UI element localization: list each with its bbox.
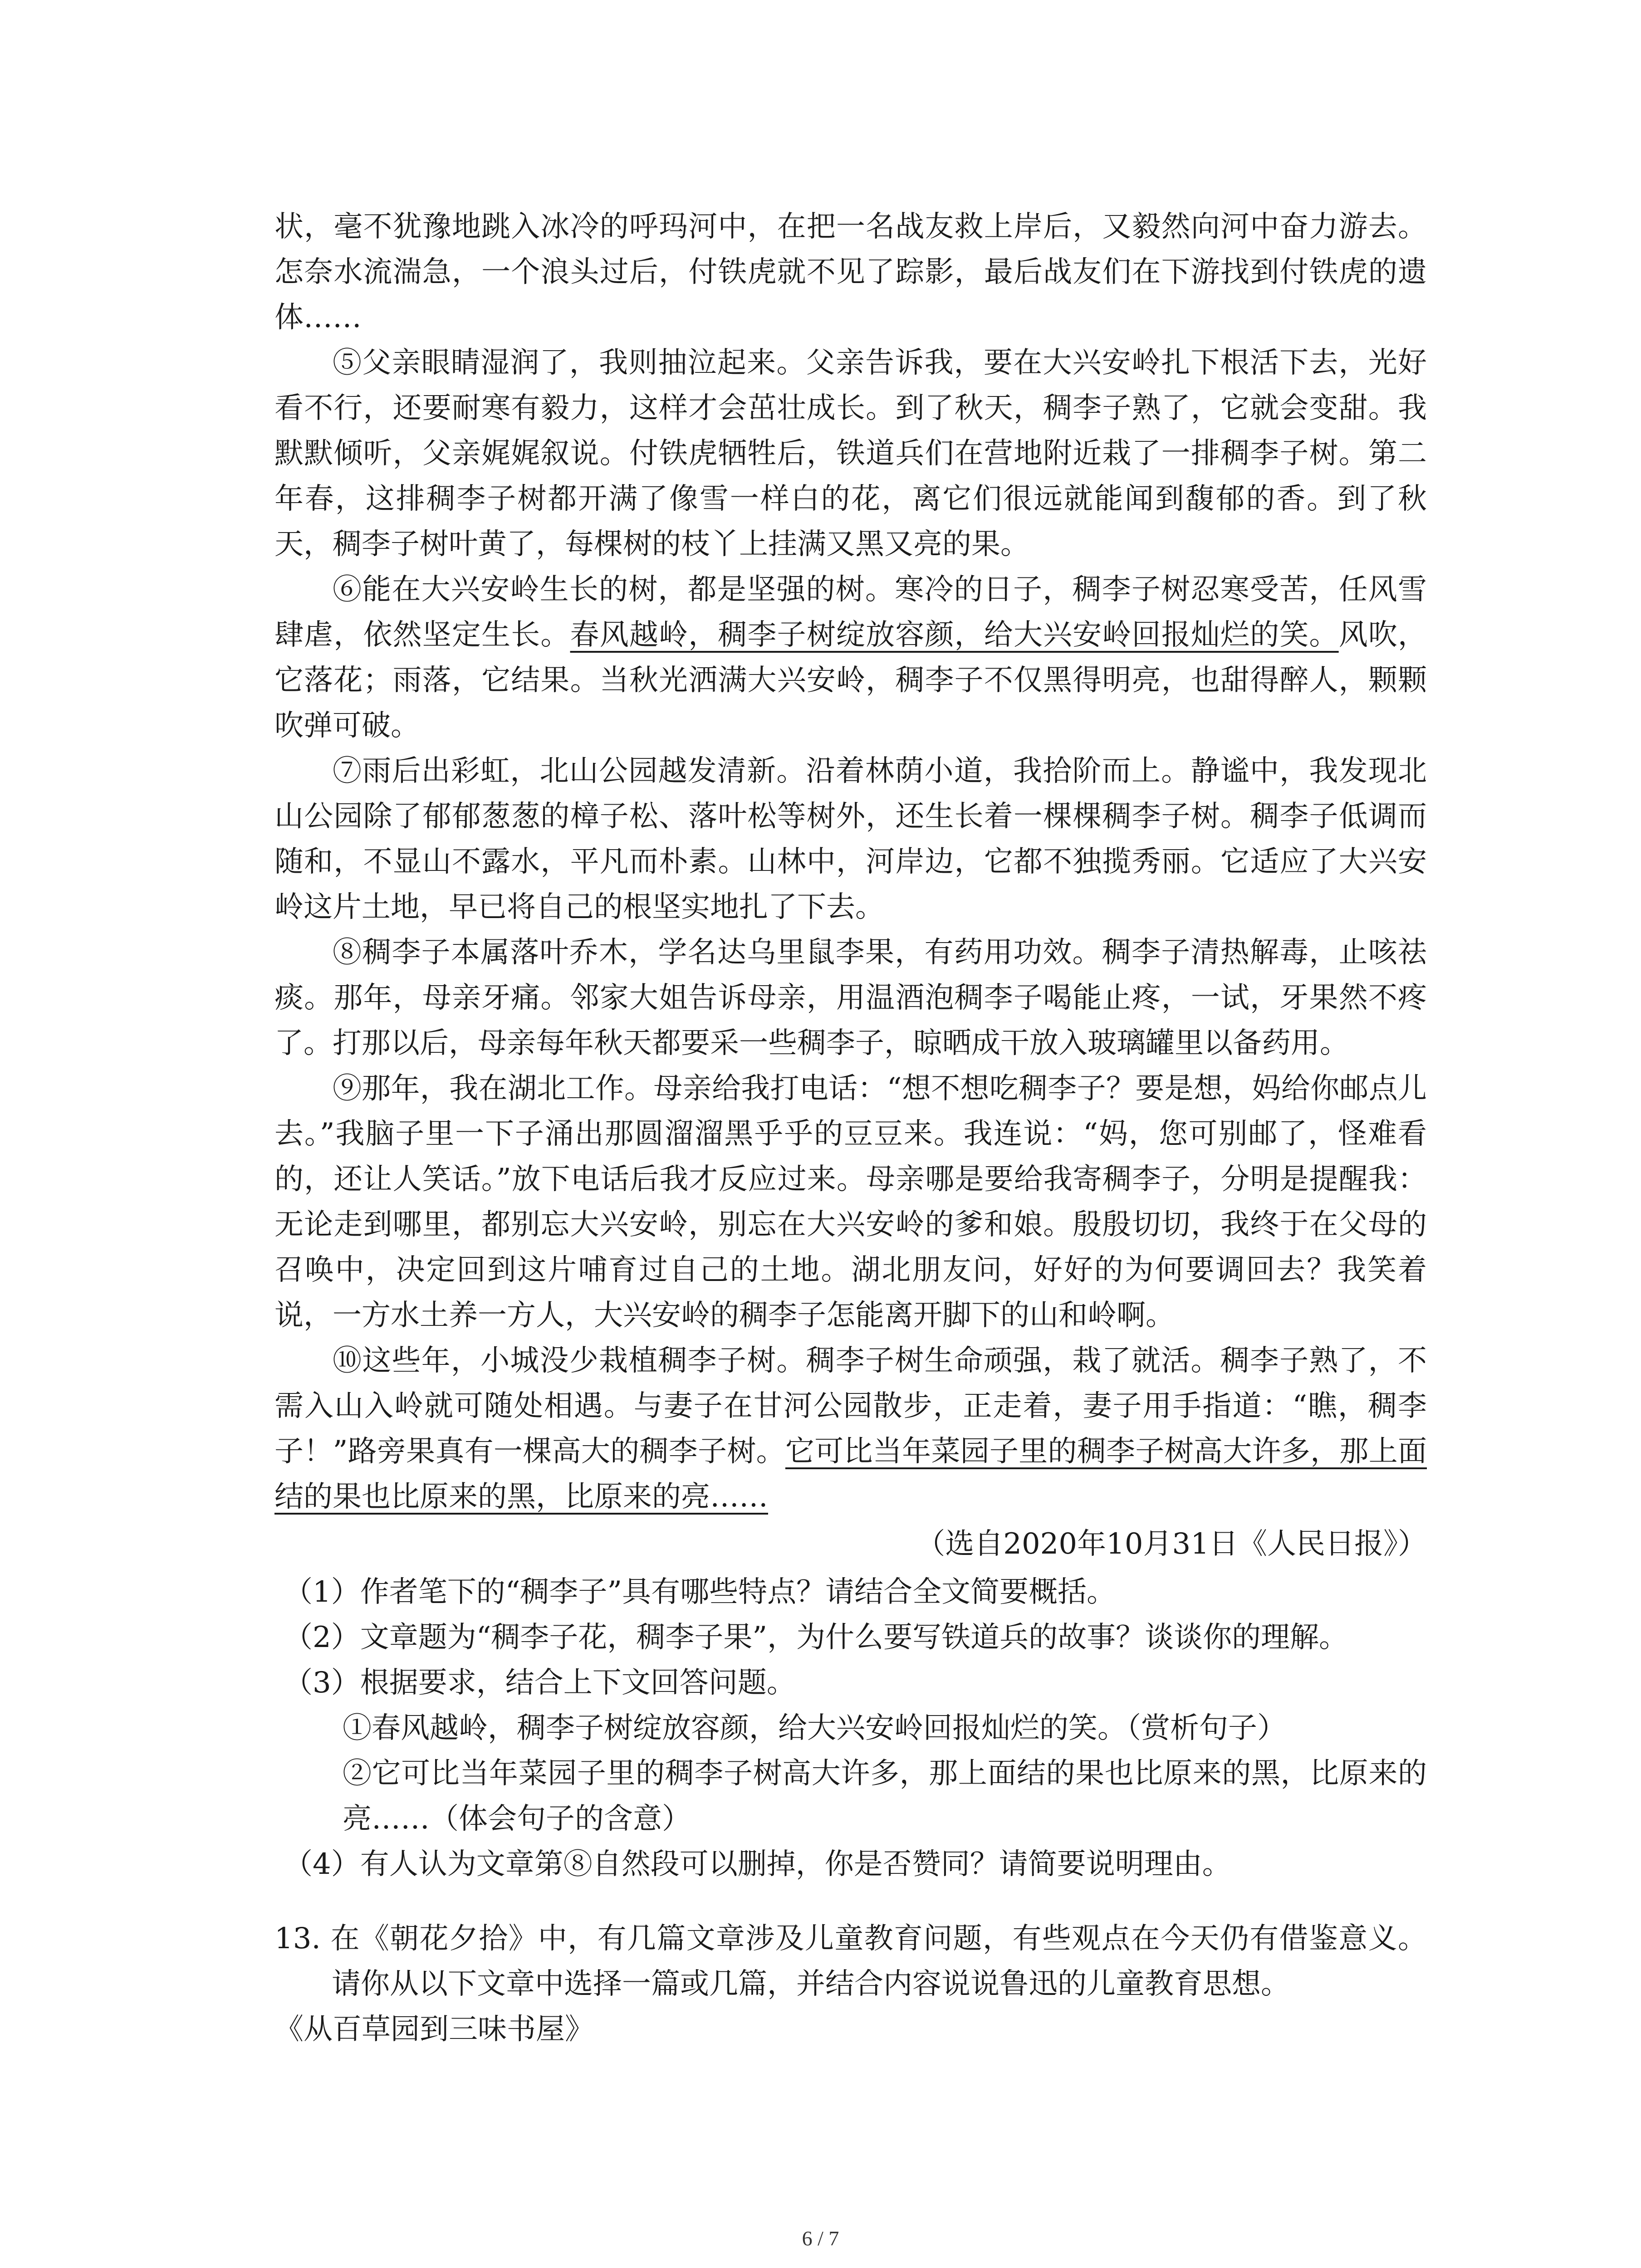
question-3: （3）根据要求，结合上下文回答问题。 [284,1666,796,1700]
paragraph-4-tail: 状，毫不犹豫地跳入冰冷的呼玛河中，在把一名战友救上岸后，又毅然向河中奋力游去。怎奈水流湍急，一个浪头过后，付铁虎就不见了踪影，最后战友们在下游找到付铁虎的遗体…… [274,210,1427,334]
paragraph-9: ⑨那年，我在湖北工作。母亲给我打电话：“想不想吃稠李子？要是想，妈给你邮点儿去。”我脑子里一下子涌出那圆溜溜黑乎乎的豆豆来。我连说：“妈，您可别邮了，怪难看的，还让人笑话。”放下电话后我才反应过来。母亲哪是要给我寄稠李子，分明是提醒我：无论走到哪里，都别忘大兴安岭，别忘在大兴安岭的爹和娘。殷殷切切，我终于在父母的召唤中，决定回到这片哺育过自己的土地。湖北朋友问，好好的为何要调回去？我笑着说，一方水土养一方人，大兴安岭的稠李子怎能离开脚下的山和岭啊。 [274,1072,1427,1332]
paragraph-10 [274,1338,1427,1520]
question-3-part-1: ①春风越岭，稠李子树绽放容颜，给大兴安岭回报灿烂的笑。（赏析句子） [343,1711,1286,1745]
paragraph-6-part-a: ⑥能在大兴安岭生长的树，都是坚强的树。寒冷的日子，稠李子树忍寒受苦，任风雪肆虐，依然坚定生长。 [274,573,1427,652]
article-source: （选自2020年10月31日《人民日报》） [916,1527,1427,1561]
paragraph-7: ⑦雨后出彩虹，北山公园越发清新。沿着林荫小道，我拾阶而上。静谧中，我发现北山公园除了郁郁葱葱的樟子松、落叶松等树外，还生长着一棵棵稠李子树。稠李子低调而随和，不显山不露水，平凡而朴素。山林中，河岸边，它都不独揽秀丽。它适应了大兴安岭这片土地，早已将自己的根坚实地扎了下去。 [274,754,1427,924]
question-1: （1）作者笔下的“稠李子”具有哪些特点？请结合全文简要概括。 [284,1575,1116,1609]
page-number: 6 / 7 [802,2227,839,2250]
question-13-book-title: 《从百草园到三味书屋》 [274,2013,594,2046]
page-content [274,204,1427,2052]
paragraph-10-underlined-sentence: 它可比当年菜园子里的稠李子树高大许多，那上面结的果也比原来的黑，比原来的亮…… [274,1435,1427,1514]
paragraph-6 [274,567,1427,748]
paragraph-8: ⑧稠李子本属落叶乔木，学名达乌里鼠李果，有药用功效。稠李子清热解毒，止咳祛痰。那年，母亲牙痛。邻家大姐告诉母亲，用温酒泡稠李子喝能止疼，一试，牙果然不疼了。打那以后，母亲每年秋天都要采一些稠李子，晾晒成干放入玻璃罐里以备药用。 [274,936,1427,1060]
question-2: （2）文章题为“稠李子花，稠李子果”，为什么要写铁道兵的故事？谈谈你的理解。 [284,1621,1348,1654]
question-3-part-2: ②它可比当年菜园子里的稠李子树高大许多，那上面结的果也比原来的黑，比原来的亮……（体会句子的含意） [343,1757,1427,1836]
paragraph-5: ⑤父亲眼睛湿润了，我则抽泣起来。父亲告诉我，要在大兴安岭扎下根活下去，光好看不行，还要耐寒有毅力，这样才会茁壮成长。到了秋天，稠李子熟了，它就会变甜。我默默倾听，父亲娓娓叙说。付铁虎牺牲后，铁道兵们在营地附近栽了一排稠李子树。第二年春，这排稠李子树都开满了像雪一样白的花，离它们很远就能闻到馥郁的香。到了秋天，稠李子树叶黄了，每棵树的枝丫上挂满又黑又亮的果。 [274,346,1427,561]
paragraph-10-part-a: ⑩这些年，小城没少栽植稠李子树。稠李子树生命顽强，栽了就活。稠李子熟了，不需入山入岭就可随处相遇。与妻子在甘河公园散步，正走着，妻子用手指道：“瞧，稠李子！”路旁果真有一棵高大的稠李子树。 [274,1344,1427,1468]
paragraph-6-underlined-sentence: 春风越岭，稠李子树绽放容颜，给大兴安岭回报灿烂的笑。 [570,618,1339,652]
question-4: （4）有人认为文章第⑧自然段可以删掉，你是否赞同？请简要说明理由。 [284,1848,1231,1881]
question-13: 13. 在《朝花夕拾》中，有几篇文章涉及儿童教育问题，有些观点在今天仍有借鉴意义。请你从以下文章中选择一篇或几篇，并结合内容说说鲁迅的儿童教育思想。 [274,1922,1427,2001]
paragraph-6-part-b: 风吹，它落花；雨落，它结果。当秋光洒满大兴安岭，稠李子不仅黑得明亮，也甜得醉人，颗颗吹弹可破。 [274,618,1427,743]
